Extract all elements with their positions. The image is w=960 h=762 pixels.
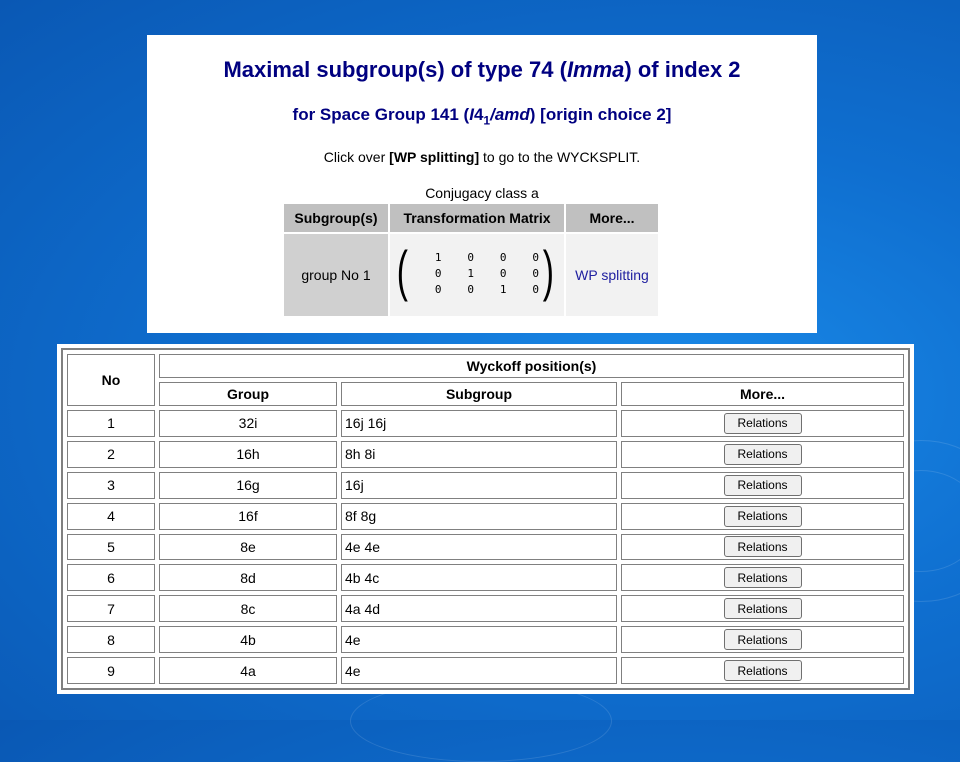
matrix-wrap bbox=[391, 235, 561, 315]
subtitle-subscript: 1 bbox=[483, 113, 491, 128]
row-more bbox=[621, 534, 904, 561]
subgroup-row bbox=[284, 234, 658, 316]
instruction-text bbox=[147, 149, 817, 165]
row-more bbox=[621, 441, 904, 468]
subtitle-prefix: for Space Group 141 ( bbox=[292, 105, 470, 124]
matrix-cell: 1 bbox=[434, 251, 442, 264]
header-group: Group bbox=[159, 382, 337, 406]
matrix-cell: 0 bbox=[532, 267, 539, 280]
row-no: 7 bbox=[67, 595, 155, 622]
row-group: 16f bbox=[159, 503, 337, 530]
relations-button[interactable]: Relations bbox=[724, 567, 802, 588]
header-subgroups: Subgroup(s) bbox=[284, 204, 388, 232]
row-subgroup: 16j 16j bbox=[341, 410, 617, 437]
row-no: 5 bbox=[67, 534, 155, 561]
table-row bbox=[67, 534, 904, 561]
table-row bbox=[67, 503, 904, 530]
instruction-bold: [WP splitting] bbox=[389, 149, 480, 165]
subgroup-info-panel bbox=[147, 35, 817, 333]
row-no: 9 bbox=[67, 657, 155, 684]
row-more bbox=[621, 657, 904, 684]
header-more: More... bbox=[621, 382, 904, 406]
row-more bbox=[621, 564, 904, 591]
subtitle-symbol-amd: /amd bbox=[490, 105, 530, 124]
table-row bbox=[67, 626, 904, 653]
row-group: 8e bbox=[159, 534, 337, 561]
relations-button[interactable]: Relations bbox=[724, 660, 802, 681]
row-more bbox=[621, 626, 904, 653]
header-subgroup: Subgroup bbox=[341, 382, 617, 406]
relations-button[interactable]: Relations bbox=[724, 475, 802, 496]
title-suffix: ) of index 2 bbox=[624, 57, 741, 82]
row-group: 16g bbox=[159, 472, 337, 499]
row-subgroup: 16j bbox=[341, 472, 617, 499]
matrix-cell: 1 bbox=[499, 283, 507, 296]
relations-button[interactable]: Relations bbox=[724, 536, 802, 557]
row-group: 4b bbox=[159, 626, 337, 653]
row-no: 1 bbox=[67, 410, 155, 437]
row-more bbox=[621, 595, 904, 622]
right-paren: ) bbox=[542, 239, 554, 302]
matrix-cell: 0 bbox=[532, 251, 539, 264]
subtitle-number: 4 bbox=[473, 105, 484, 124]
instruction-suffix: to go to the WYCKSPLIT. bbox=[479, 149, 641, 165]
row-subgroup: 4e bbox=[341, 657, 617, 684]
relations-button[interactable]: Relations bbox=[724, 629, 802, 650]
matrix-cell: 0 bbox=[434, 283, 442, 296]
header-wyckoff-positions: Wyckoff position(s) bbox=[159, 354, 904, 378]
matrix-cell: 0 bbox=[467, 283, 474, 296]
matrix-cell: 0 bbox=[467, 251, 474, 264]
table-row bbox=[67, 595, 904, 622]
relations-button[interactable]: Relations bbox=[724, 506, 802, 527]
row-more bbox=[621, 503, 904, 530]
table-row bbox=[67, 441, 904, 468]
subtitle-symbol-I: I bbox=[469, 105, 474, 124]
row-group: 4a bbox=[159, 657, 337, 684]
row-no: 8 bbox=[67, 626, 155, 653]
title-symbol: Imma bbox=[566, 57, 625, 82]
row-more bbox=[621, 472, 904, 499]
row-group: 8d bbox=[159, 564, 337, 591]
row-group: 8c bbox=[159, 595, 337, 622]
row-subgroup: 8h 8i bbox=[341, 441, 617, 468]
relations-button[interactable]: Relations bbox=[724, 444, 802, 465]
matrix-cell: 1 bbox=[467, 267, 474, 280]
wyckoff-subheader-row bbox=[67, 382, 904, 406]
header-no: No bbox=[67, 354, 155, 406]
row-subgroup: 4a 4d bbox=[341, 595, 617, 622]
row-no: 6 bbox=[67, 564, 155, 591]
row-subgroup: 4e bbox=[341, 626, 617, 653]
wyckoff-header-row bbox=[67, 354, 904, 378]
relations-button[interactable]: Relations bbox=[724, 413, 802, 434]
page-subtitle bbox=[147, 105, 817, 127]
relations-button[interactable]: Relations bbox=[724, 598, 802, 619]
subgroup-table bbox=[282, 202, 660, 318]
table-row bbox=[67, 472, 904, 499]
wyckoff-body bbox=[67, 410, 904, 684]
wyckoff-panel bbox=[57, 344, 914, 694]
instruction-prefix: Click over bbox=[323, 149, 390, 165]
row-no: 4 bbox=[67, 503, 155, 530]
header-more: More... bbox=[566, 204, 658, 232]
table-row bbox=[67, 410, 904, 437]
row-group: 32i bbox=[159, 410, 337, 437]
row-no: 2 bbox=[67, 441, 155, 468]
title-prefix: Maximal subgroup(s) of type 74 ( bbox=[223, 57, 567, 82]
more-cell bbox=[566, 234, 658, 316]
wyckoff-table bbox=[61, 348, 910, 690]
header-transformation-matrix: Transformation Matrix bbox=[390, 204, 564, 232]
subgroup-name: group No 1 bbox=[284, 234, 388, 316]
subgroup-table-header bbox=[284, 204, 658, 232]
page-title bbox=[147, 57, 817, 83]
row-group: 16h bbox=[159, 441, 337, 468]
transformation-matrix bbox=[390, 234, 564, 316]
row-subgroup: 8f 8g bbox=[341, 503, 617, 530]
wp-splitting-link[interactable]: WP splitting bbox=[575, 267, 649, 283]
row-more bbox=[621, 410, 904, 437]
left-paren: ( bbox=[396, 239, 408, 302]
subtitle-suffix: ) [origin choice 2] bbox=[529, 105, 672, 124]
matrix-cell: 0 bbox=[434, 267, 442, 280]
row-subgroup: 4e 4e bbox=[341, 534, 617, 561]
matrix-grid bbox=[421, 251, 551, 296]
matrix-cell: 0 bbox=[499, 267, 507, 280]
row-subgroup: 4b 4c bbox=[341, 564, 617, 591]
table-row bbox=[67, 564, 904, 591]
row-no: 3 bbox=[67, 472, 155, 499]
matrix-cell: 0 bbox=[499, 251, 507, 264]
table-row bbox=[67, 657, 904, 684]
conjugacy-class-label: Conjugacy class a bbox=[425, 185, 539, 201]
matrix-cell: 0 bbox=[532, 283, 539, 296]
